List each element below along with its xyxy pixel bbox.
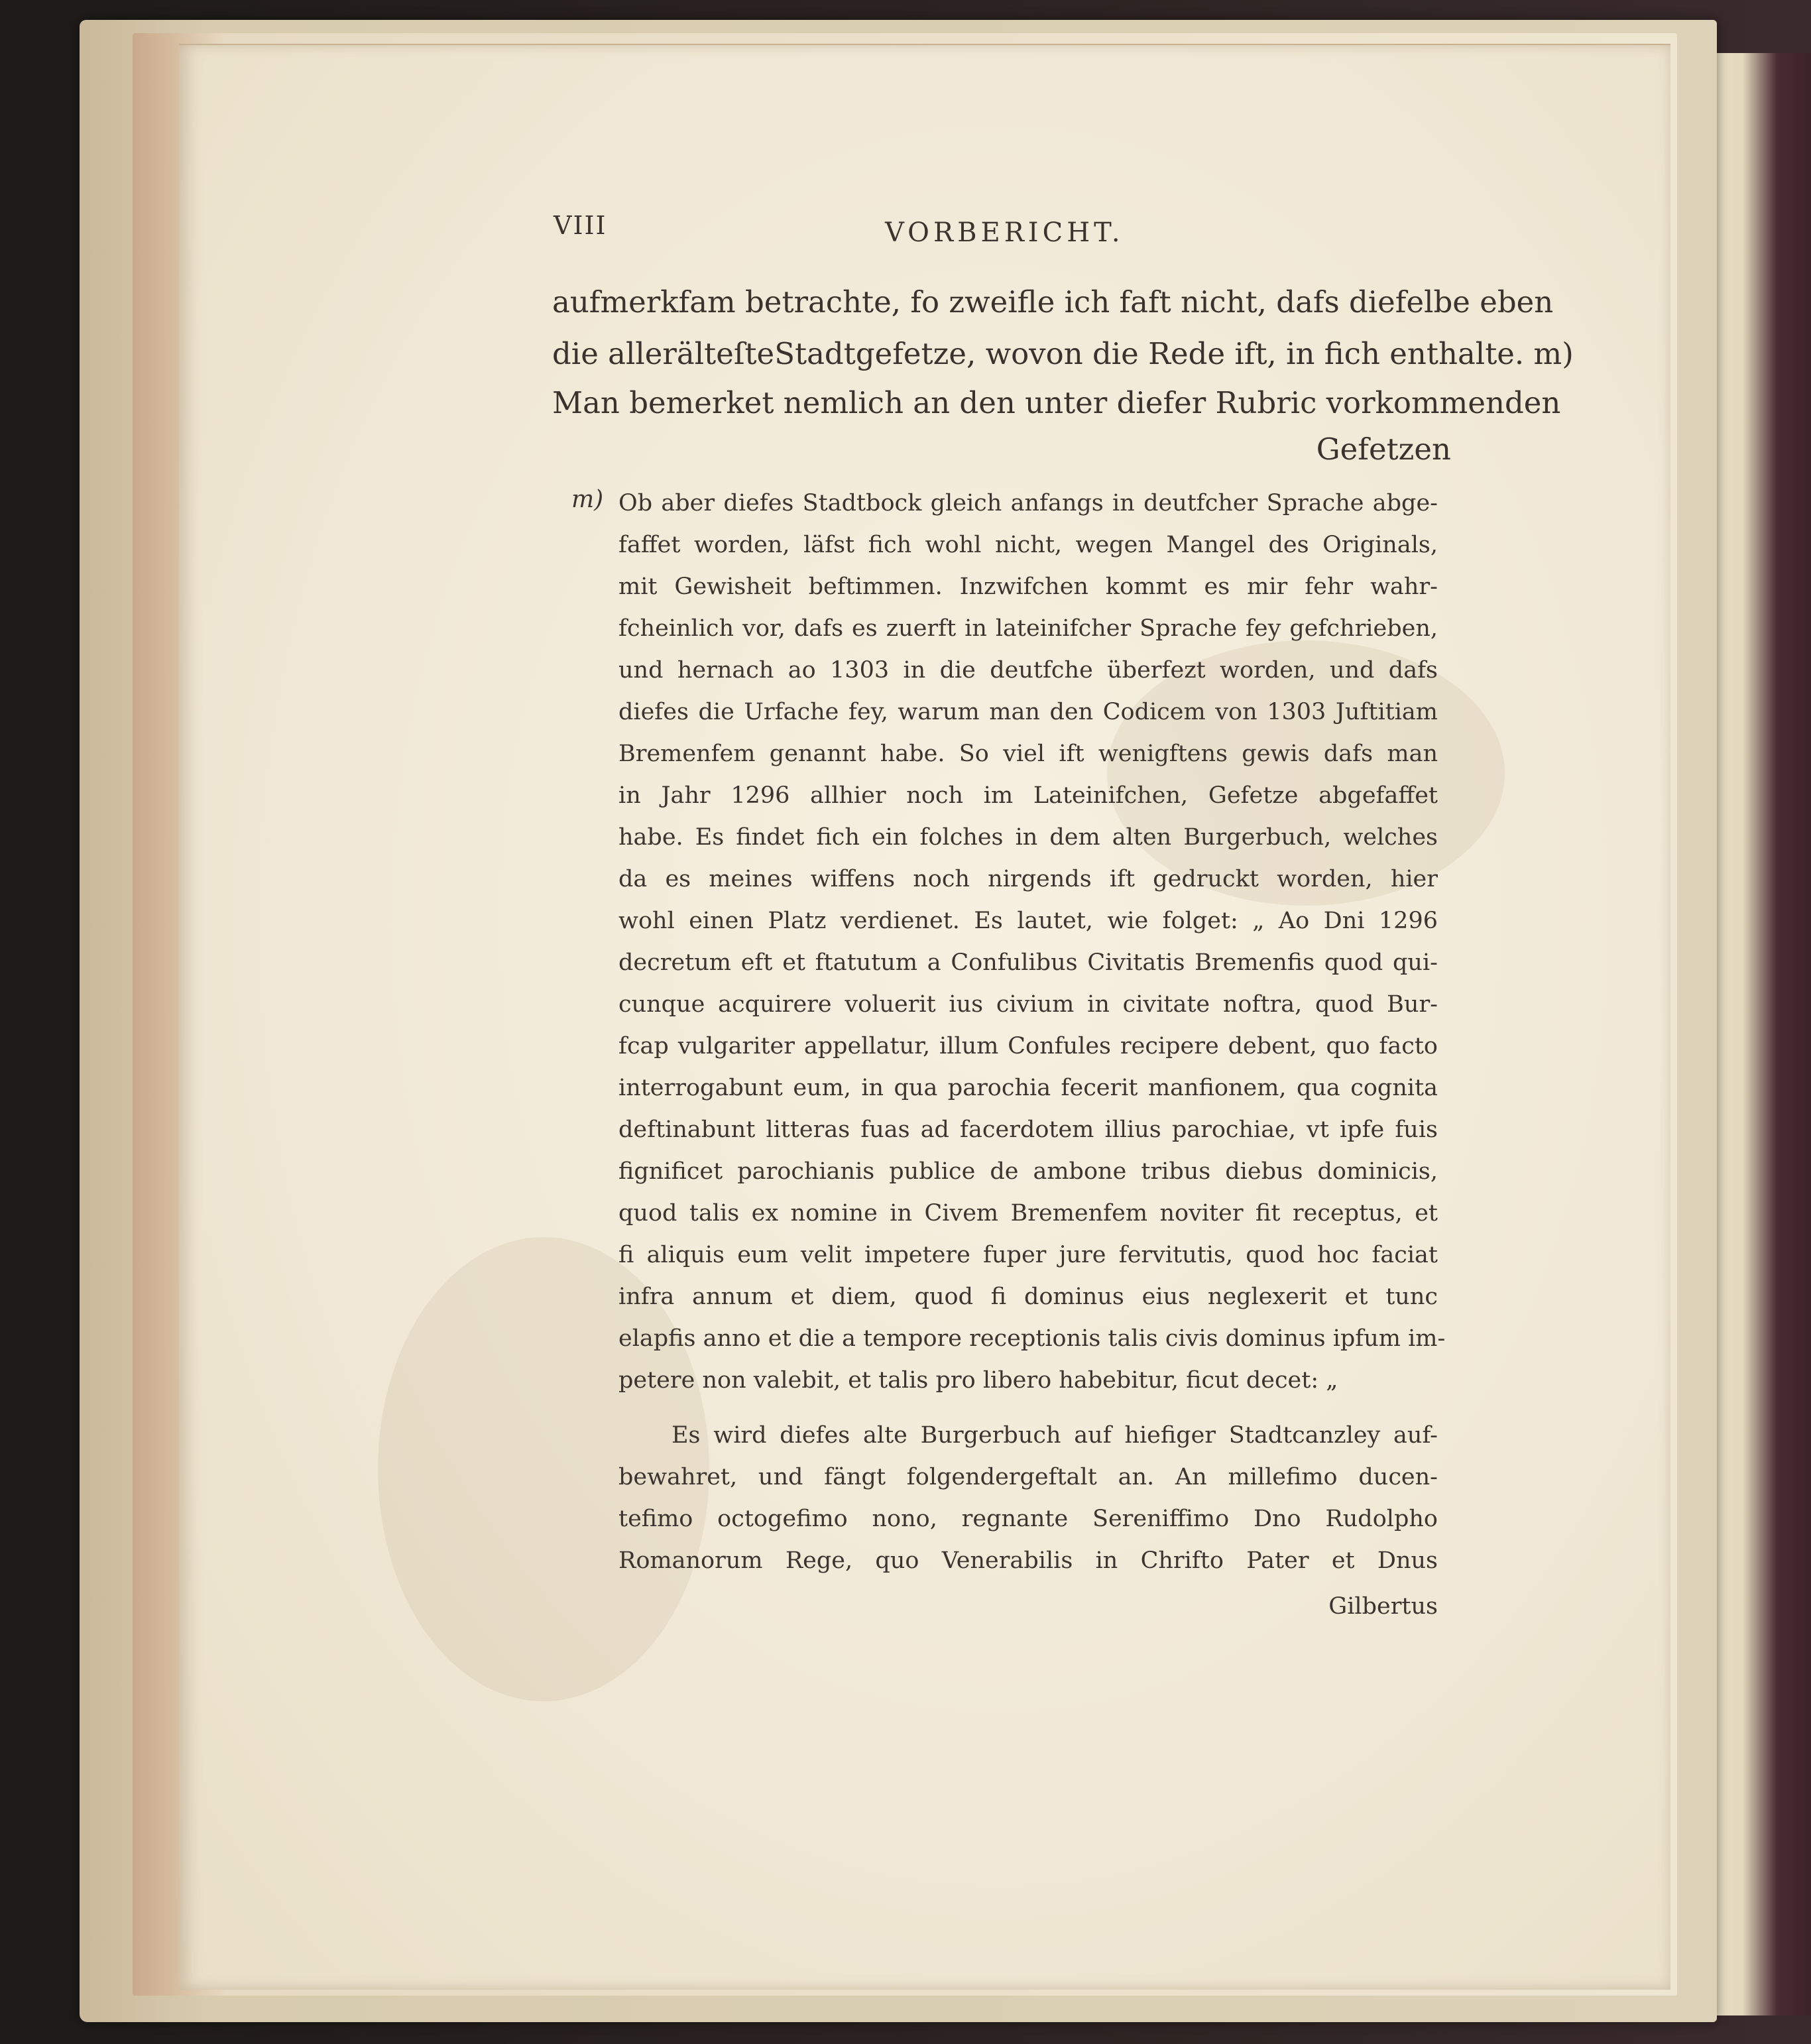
footnote-paragraph-line: Romanorum Rege, quo Venerabilis in Chrifto Pater et Dnus [618,1547,1438,1574]
footnote-line: diefes die Urfache fey, warum man den Codicem von 1303 Juftitiam [618,699,1438,725]
body-line: die allerälteſteStadtgefetze, wovon die Rede ift, in fich enthalte. m) [552,336,1574,371]
footnote-catchword: Gilbertus [1328,1593,1438,1620]
running-header-title: VORBERICHT. [885,217,1124,248]
footnote-line: fi aliquis eum velit impetere fuper jure fervitutis, quod hoc faciat [618,1242,1438,1268]
footnote-line: quod talis ex nomine in Civem Bremenfem noviter fit receptus, et [618,1200,1438,1227]
footnote-line: fcap vulgariter appellatur, illum Confules recipere debent, quo facto [618,1033,1438,1059]
footnote-line: infra annum et diem, quod fi dominus eius neglexerit et tunc [618,1284,1438,1310]
footnote-line: elapfis anno et die a tempore receptionis talis civis dominus ipfum im- [618,1325,1446,1352]
footnote-line: deftinabunt litteras fuas ad facerdotem illius parochiae, vt ipfe fuis [618,1116,1438,1143]
footnote-line: und hernach ao 1303 in die deutfche überfezt worden, und dafs [618,657,1438,684]
footnote-line: fcheinlich vor, dafs es zuerft in lateinifcher Sprache fey gefchrieben, [618,615,1438,642]
footnote-line: in Jahr 1296 allhier noch im Lateinifchen, Gefetze abgefaffet [618,782,1438,809]
footnote-line: Ob aber diefes Stadtbock gleich anfangs in deutfcher Sprache abge- [618,490,1438,516]
footnote-marker: m) [571,486,604,513]
footnote-line: cunque acquirere voluerit ius civium in civitate noftra, quod Bur- [618,991,1438,1018]
page-number: VIII [554,211,607,240]
footnote-line: interrogabunt eum, in qua parochia fecerit manfionem, qua cognita [618,1075,1438,1101]
footnote-line: petere non valebit, et talis pro libero habebitur, ficut decet: „ [618,1367,1338,1394]
footnote-line: wohl einen Platz verdienet. Es lautet, wie folget: „ Ao Dni 1296 [618,908,1438,934]
footnote-paragraph-line: Es wird diefes alte Burgerbuch auf hiefiger Stadtcanzley auf- [672,1422,1438,1449]
footnote-line: decretum eft et ftatutum a Confulibus Civitatis Bremenfis quod qui- [618,949,1438,976]
page-top-edge [179,44,1670,45]
footnote-paragraph-line: tefimo octogefimo nono, regnante Sereniffimo Dno Rudolpho [618,1506,1438,1532]
body-line: aufmerkfam betrachte, fo zweifle ich faft nicht, dafs diefelbe eben [552,284,1554,320]
body-line-catchword: Gefetzen [1316,432,1451,467]
footnote-line: Bremenfem genannt habe. So viel ift wenigftens gewis dafs man [618,741,1438,767]
footnote-line: fignificet parochianis publice de ambone tribus diebus dominicis, [618,1158,1438,1185]
footnote-line: da es meines wiffens noch nirgends ift gedruckt worden, hier [618,866,1438,892]
footnote-line: habe. Es findet fich ein folches in dem alten Burgerbuch, welches [618,824,1438,851]
footnote-line: faffet worden, läfst fich wohl nicht, wegen Mangel des Originals, [618,532,1438,558]
body-line: Man bemerket nemlich an den unter diefer Rubric vorkommenden [552,385,1561,420]
footnote-paragraph-line: bewahret, und fängt folgendergeftalt an. An millefimo ducen- [618,1464,1438,1490]
footnote-line: mit Gewisheit beftimmen. Inzwifchen kommt es mir fehr wahr- [618,573,1438,600]
